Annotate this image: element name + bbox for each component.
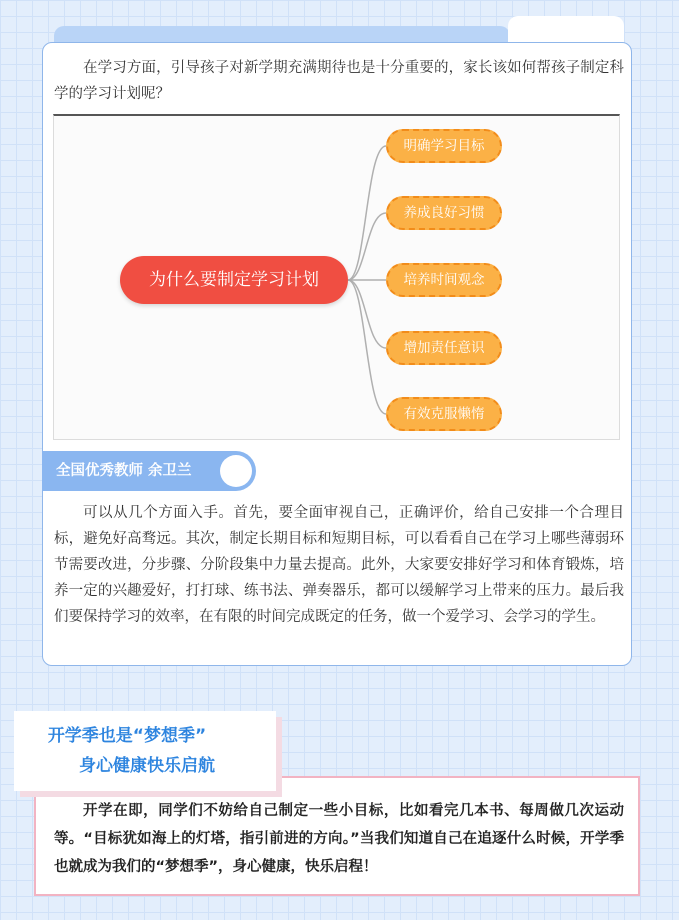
mindmap-image	[53, 114, 620, 440]
mindmap-branch-node: 明确学习目标	[386, 129, 502, 163]
teacher-label: 全国优秀教师 余卫兰	[56, 463, 192, 479]
section2-paragraph: 开学在即，同学们不妨给自己制定一些小目标，比如看完几本书、每周做几次运动等。“目标犹如海上的灯塔，指引前进的方向。”当我们知道自己在追逐什么时候，开学季也就成为我们的“梦想季”，身心健康，快乐启程！	[54, 803, 624, 875]
mindmap-branch-node: 养成良好习惯	[386, 196, 502, 230]
mindmap-branch-node: 培养时间观念	[386, 263, 502, 297]
circle-decoration-icon	[220, 455, 252, 487]
intro-paragraph: 在学习方面，引导孩子对新学期充满期待也是十分重要的，家长该如何帮孩子制定科学的学习计划呢？	[54, 60, 624, 102]
mindmap-branch-node: 有效克服懒惰	[386, 397, 502, 431]
mindmap-branch-node: 增加责任意识	[386, 331, 502, 365]
section2-title-line1: 开学季也是“梦想季”	[47, 726, 207, 746]
connector-2	[348, 213, 386, 280]
connector-4	[348, 280, 386, 348]
connector-1	[348, 146, 386, 280]
advice-paragraph: 可以从几个方面入手。首先，要全面审视自己，正确评价，给自己安排一个合理目标，避免好高骛远。其次，制定长期目标和短期目标，可以看看自己在学习上哪些薄弱环节需要改进，分步骤、分阶段集中力量去提高。此外，大家要安排好学习和体育锻炼，培养一定的兴趣爱好，打打球、练书法、弹奏器乐，都可以缓解学习上带来的压力。最后我们要保持学习的效率，在有限的时间完成既定的任务，做一个爱学习、会学习的学生。	[54, 505, 624, 625]
teacher-label-bar	[42, 451, 256, 491]
mindmap-central-node: 为什么要制定学习计划	[120, 256, 348, 304]
section2-title-line2: 身心健康快乐启航	[79, 756, 215, 776]
connector-5	[348, 280, 386, 414]
section2-heading	[14, 711, 276, 791]
